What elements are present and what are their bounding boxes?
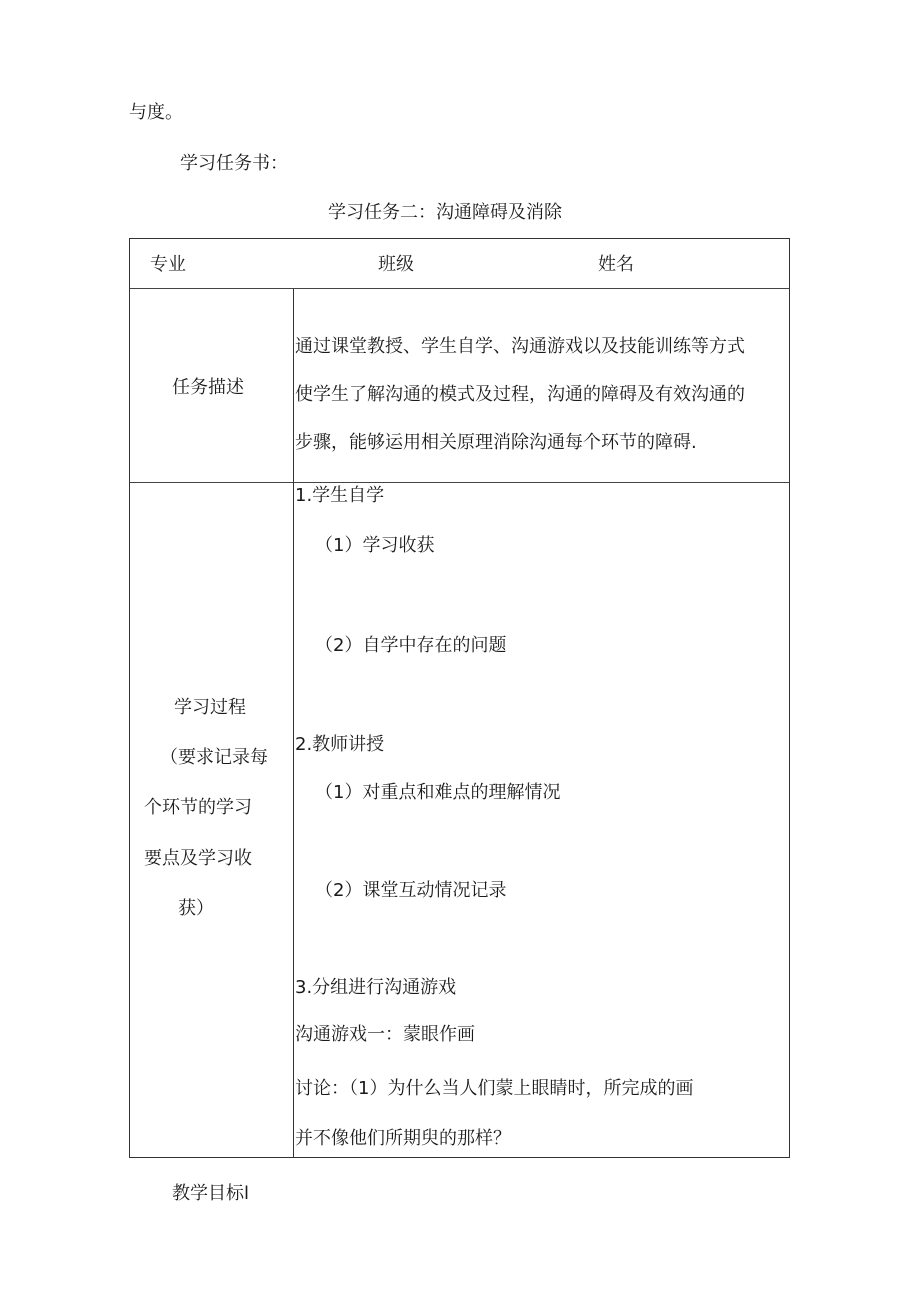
process-item: 并不像他们所期臾的那样？ — [295, 1128, 511, 1149]
row-divider — [130, 288, 789, 289]
footer-text: 教学目标l — [172, 1183, 250, 1204]
process-item: 1.学生自学 — [295, 485, 385, 506]
column-divider — [293, 289, 294, 1157]
table-title: 学习任务二：沟通障碍及消除 — [328, 202, 562, 223]
lead-text: 与度。 — [129, 102, 183, 123]
process-item: （1）学习收获 — [315, 535, 435, 556]
task-description-line: 使学生了解沟通的模式及过程，沟通的障碍及有效沟通的 — [295, 384, 745, 405]
header-name: 姓名 — [598, 254, 634, 275]
process-item: 讨论：（1）为什么当人们蒙上眼睛时，所完成的画 — [295, 1078, 694, 1099]
task-description-line: 通过课堂教授、学生自学、沟通游戏以及技能训练等方式 — [295, 336, 745, 357]
learning-process-label: 学习过程 — [174, 697, 246, 718]
learning-process-label: （要求记录每 — [160, 747, 268, 768]
process-item: （2）课堂互动情况记录 — [315, 880, 507, 901]
header-class: 班级 — [378, 254, 414, 275]
task-description-line: 步骤，能够运用相关原理消除沟通每个环节的障碍. — [295, 432, 697, 453]
process-item: （1）对重点和难点的理解情况 — [315, 782, 561, 803]
header-major: 专业 — [150, 254, 186, 275]
learning-process-label: 获） — [178, 898, 214, 919]
learning-process-label: 个环节的学习 — [144, 797, 252, 818]
task-table — [129, 238, 790, 1158]
learning-process-label: 要点及学习收 — [144, 848, 252, 869]
process-item: （2）自学中存在的问题 — [315, 635, 507, 656]
process-item: 3.分组进行沟通游戏 — [295, 977, 457, 998]
task-description-label: 任务描述 — [172, 377, 244, 398]
row-divider — [130, 482, 789, 483]
section-label: 学习任务书： — [180, 153, 288, 174]
process-item: 2.教师讲授 — [295, 734, 385, 755]
process-item: 沟通游戏一：蒙眼作画 — [295, 1024, 475, 1045]
